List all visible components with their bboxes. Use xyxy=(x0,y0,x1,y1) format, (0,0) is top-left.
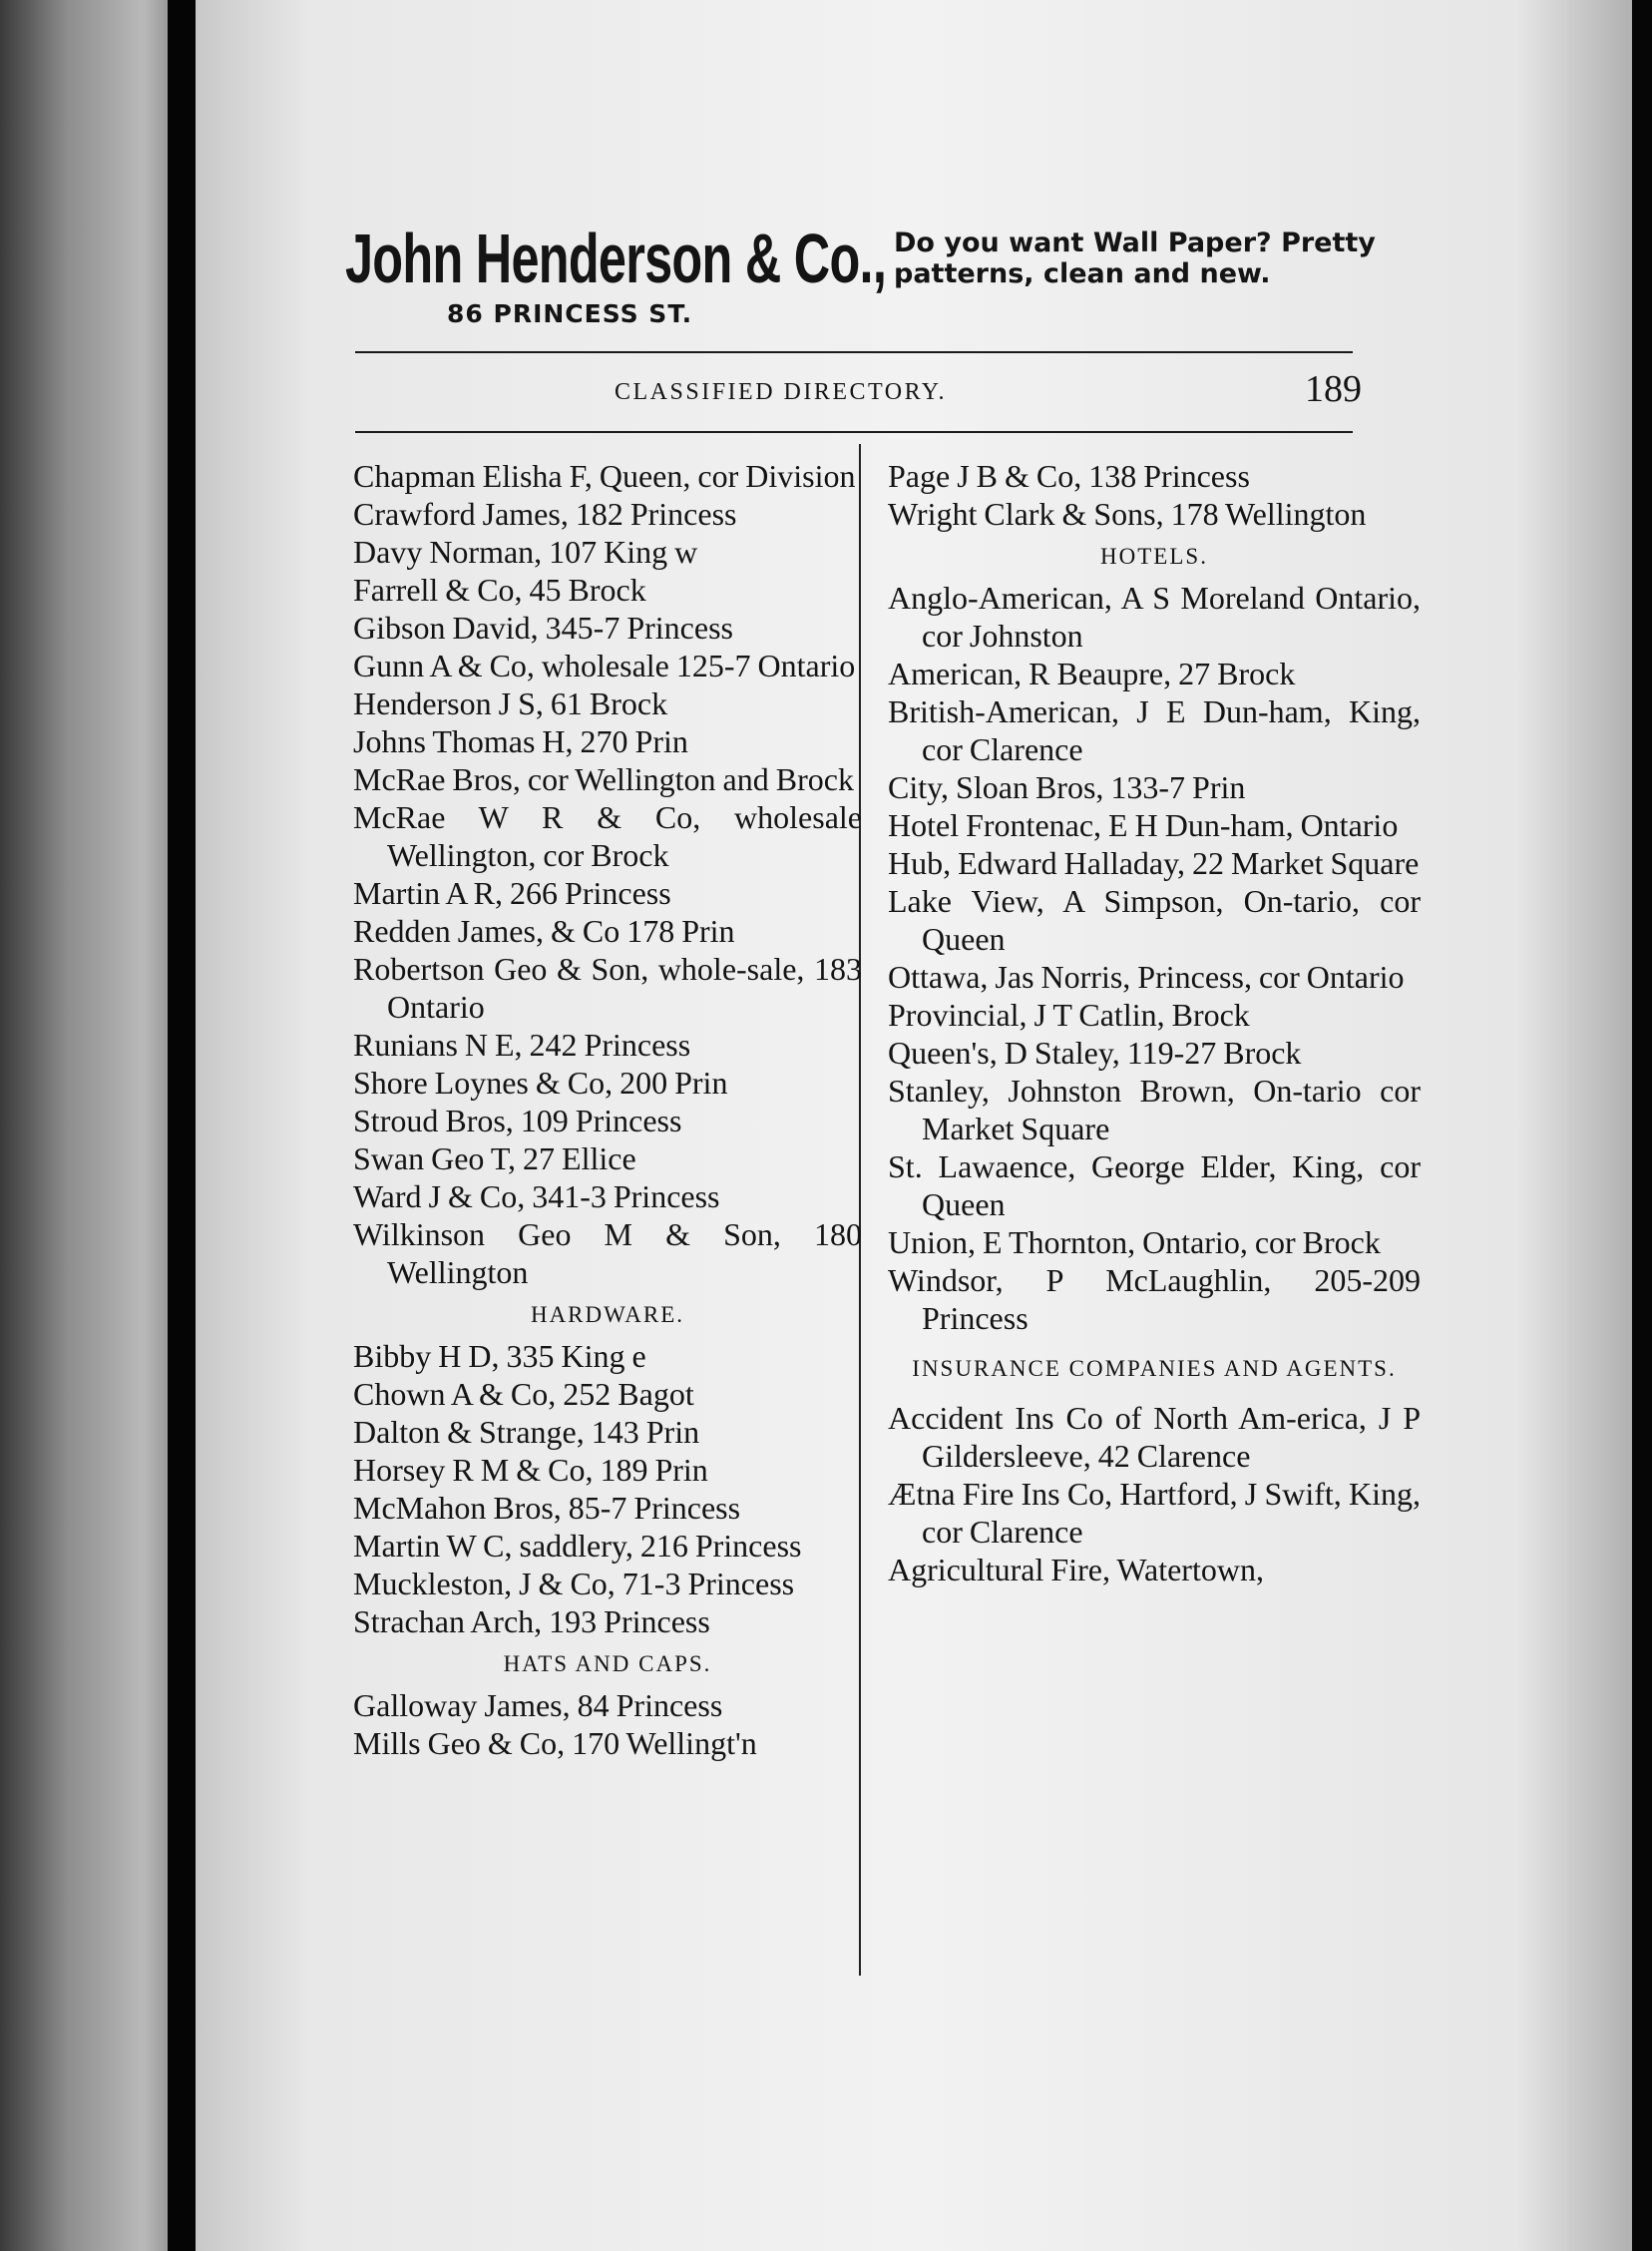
directory-entry: Bibby H D, 335 King e xyxy=(353,1338,646,1374)
directory-entry: Wright Clark & Sons, 178 Wellington xyxy=(888,496,1367,532)
scan-border xyxy=(1632,0,1652,2251)
directory-entry: Provincial, J T Catlin, Brock xyxy=(888,997,1250,1033)
directory-entry: Accident Ins Co of North Am-erica, J P Gildersleeve, 42 Clarence xyxy=(888,1400,1421,1474)
directory-entry: Dalton & Strange, 143 Prin xyxy=(353,1414,700,1450)
directory-entry: Swan Geo T, 27 Ellice xyxy=(353,1140,636,1176)
directory-entry: Shore Loynes & Co, 200 Prin xyxy=(353,1065,728,1101)
directory-entry: Windsor, P McLaughlin, 205-209 Princess xyxy=(888,1262,1421,1336)
advertiser-address: 86 PRINCESS ST. xyxy=(447,299,693,328)
left-column xyxy=(353,457,862,1762)
directory-entry: Crawford James, 182 Princess xyxy=(353,496,737,532)
directory-entry: Ward J & Co, 341-3 Princess xyxy=(353,1178,720,1214)
header-rule-bottom xyxy=(355,431,1353,433)
directory-entry: Runians N E, 242 Princess xyxy=(353,1027,691,1063)
section-heading: HOTELS. xyxy=(1100,544,1208,569)
directory-entry: Gunn A & Co, wholesale 125-7 Ontario xyxy=(353,648,856,683)
directory-entry: Muckleston, J & Co, 71-3 Princess xyxy=(353,1566,795,1601)
directory-entry: Martin A R, 266 Princess xyxy=(353,875,671,911)
directory-entry: Horsey R M & Co, 189 Prin xyxy=(353,1452,708,1488)
directory-entry: Farrell & Co, 45 Brock xyxy=(353,572,646,608)
directory-entry: Strachan Arch, 193 Princess xyxy=(353,1603,710,1639)
directory-entry: Hub, Edward Halladay, 22 Market Square xyxy=(888,845,1420,881)
directory-entry: Agricultural Fire, Watertown, xyxy=(888,1552,1264,1587)
directory-entry: McRae Bros, cor Wellington and Brock xyxy=(353,761,854,797)
directory-entry: Hotel Frontenac, E H Dun-ham, Ontario xyxy=(888,807,1399,843)
directory-entry: St. Lawaence, George Elder, King, cor Queen xyxy=(888,1148,1421,1222)
directory-entry: Union, E Thornton, Ontario, cor Brock xyxy=(888,1224,1381,1260)
directory-entry: Stroud Bros, 109 Princess xyxy=(353,1103,682,1138)
directory-entry: Davy Norman, 107 King w xyxy=(353,534,698,570)
section-heading: HARDWARE. xyxy=(530,1302,685,1327)
directory-entry: Chown A & Co, 252 Bagot xyxy=(353,1376,694,1412)
directory-entry: American, R Beaupre, 27 Brock xyxy=(888,656,1296,691)
directory-entry: Chapman Elisha F, Queen, cor Division xyxy=(353,458,856,494)
directory-entry: Ottawa, Jas Norris, Princess, cor Ontario xyxy=(888,959,1405,995)
section-heading: INSURANCE COMPANIES AND AGENTS. xyxy=(912,1356,1397,1381)
directory-entry: Queen's, D Staley, 119-27 Brock xyxy=(888,1035,1302,1071)
directory-entry: Redden James, & Co 178 Prin xyxy=(353,913,735,949)
directory-entry: McMahon Bros, 85-7 Princess xyxy=(353,1490,741,1526)
directory-entry: Johns Thomas H, 270 Prin xyxy=(353,723,688,759)
running-head: CLASSIFIED DIRECTORY. xyxy=(615,379,947,405)
directory-entry: McRae W R & Co, wholesale Wellington, cor Brock xyxy=(353,799,862,873)
directory-entry: British-American, J E Dun-ham, King, cor Clarence xyxy=(888,693,1421,767)
section-heading: HATS AND CAPS. xyxy=(503,1651,712,1676)
advertisement-tagline: Do you want Wall Paper? Pretty patterns, clean and new. xyxy=(894,227,1376,289)
directory-entry: Wilkinson Geo M & Son, 180 Wellington xyxy=(353,1216,862,1290)
advertiser-name: John Henderson & Co., xyxy=(345,220,887,297)
book-gutter xyxy=(168,0,196,2251)
directory-page xyxy=(196,0,1632,2251)
directory-entry: Mills Geo & Co, 170 Wellingt'n xyxy=(353,1725,757,1761)
directory-entry: Gibson David, 345-7 Princess xyxy=(353,610,733,646)
directory-entry: Page J B & Co, 138 Princess xyxy=(888,458,1250,494)
directory-entry: Ætna Fire Ins Co, Hartford, J Swift, King, cor Clarence xyxy=(888,1476,1421,1550)
header-rule-top xyxy=(355,351,1353,353)
directory-entry: Martin W C, saddlery, 216 Princess xyxy=(353,1528,802,1564)
page-number: 189 xyxy=(1305,368,1362,410)
directory-entry: Galloway James, 84 Princess xyxy=(353,1687,723,1723)
facing-page-edge xyxy=(0,0,168,2251)
directory-entry: Robertson Geo & Son, whole-sale, 183 Ontario xyxy=(353,951,862,1025)
directory-entry: City, Sloan Bros, 133-7 Prin xyxy=(888,769,1246,805)
directory-entry: Henderson J S, 61 Brock xyxy=(353,685,668,721)
directory-entry: Lake View, A Simpson, On-tario, cor Queen xyxy=(888,883,1421,957)
directory-entry: Anglo-American, A S Moreland Ontario, cor Johnston xyxy=(888,580,1421,654)
right-column xyxy=(888,457,1421,1588)
directory-entry: Stanley, Johnston Brown, On-tario cor Market Square xyxy=(888,1073,1421,1146)
